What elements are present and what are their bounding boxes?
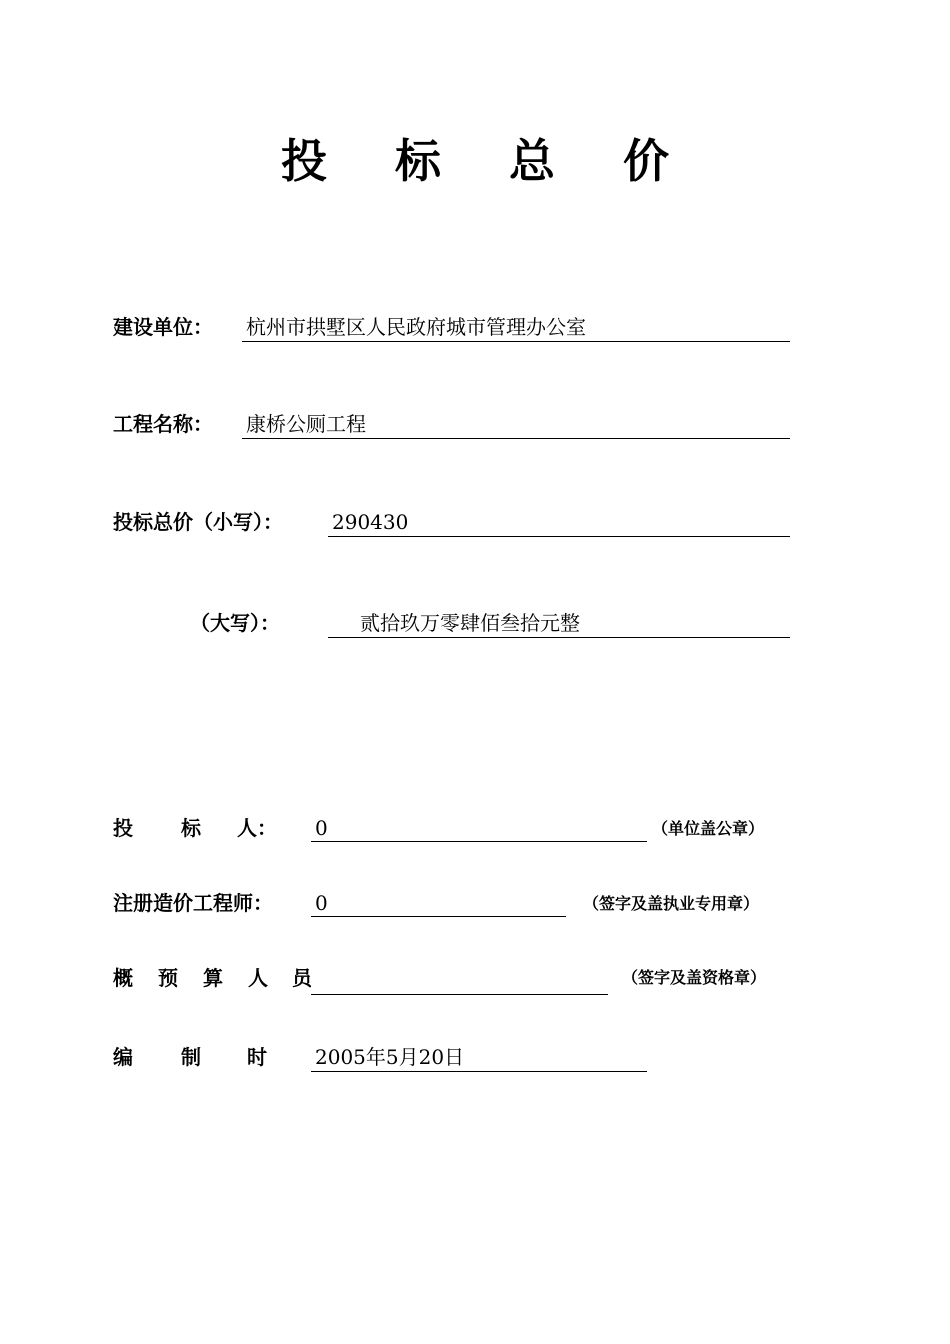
compile-time-label-char: 制 — [181, 1045, 201, 1069]
estimator-note: （签字及盖资格章） — [622, 968, 767, 987]
bid-large-label: （大写）： — [190, 611, 280, 635]
estimator-label-char: 人 — [248, 966, 268, 990]
client-label: 建设单位： — [113, 315, 213, 339]
compile-time-label-char: 时 — [247, 1045, 267, 1069]
client-underline — [242, 341, 790, 342]
bid-large-underline — [328, 637, 790, 638]
client-value: 杭州市拱墅区人民政府城市管理办公室 — [246, 315, 586, 339]
estimator-underline — [311, 994, 608, 995]
estimator-label-char: 预 — [158, 966, 178, 990]
engineer-value: 0 — [315, 891, 328, 915]
engineer-underline — [311, 916, 566, 917]
bidder-underline — [311, 841, 647, 842]
engineer-note: （签字及盖执业专用章） — [583, 894, 760, 913]
bid-small-underline — [328, 536, 790, 537]
compile-time-underline — [311, 1071, 647, 1072]
bidder-label-char: 人： — [237, 816, 277, 840]
bid-small-value: 290430 — [332, 510, 409, 534]
bid-small-label: 投标总价（小写）： — [113, 510, 283, 534]
bidder-label-char: 标 — [181, 816, 201, 840]
project-value: 康桥公厕工程 — [246, 412, 366, 436]
estimator-label-char: 概 — [113, 966, 133, 990]
project-underline — [242, 438, 790, 439]
bidder-value: 0 — [315, 816, 328, 840]
compile-time-value: 2005年5月20日 — [315, 1045, 465, 1069]
compile-time-label-char: 编 — [113, 1045, 133, 1069]
estimator-label-char: 员 — [292, 966, 312, 990]
page-title: 投 标 总 价 — [280, 134, 696, 188]
engineer-label: 注册造价工程师： — [113, 891, 273, 915]
bidder-label-char: 投 — [113, 816, 133, 840]
project-label: 工程名称： — [113, 412, 213, 436]
bid-large-value: 贰拾玖万零肆佰叁拾元整 — [360, 611, 580, 635]
bidder-note: （单位盖公章） — [652, 819, 765, 838]
estimator-label-char: 算 — [203, 966, 223, 990]
